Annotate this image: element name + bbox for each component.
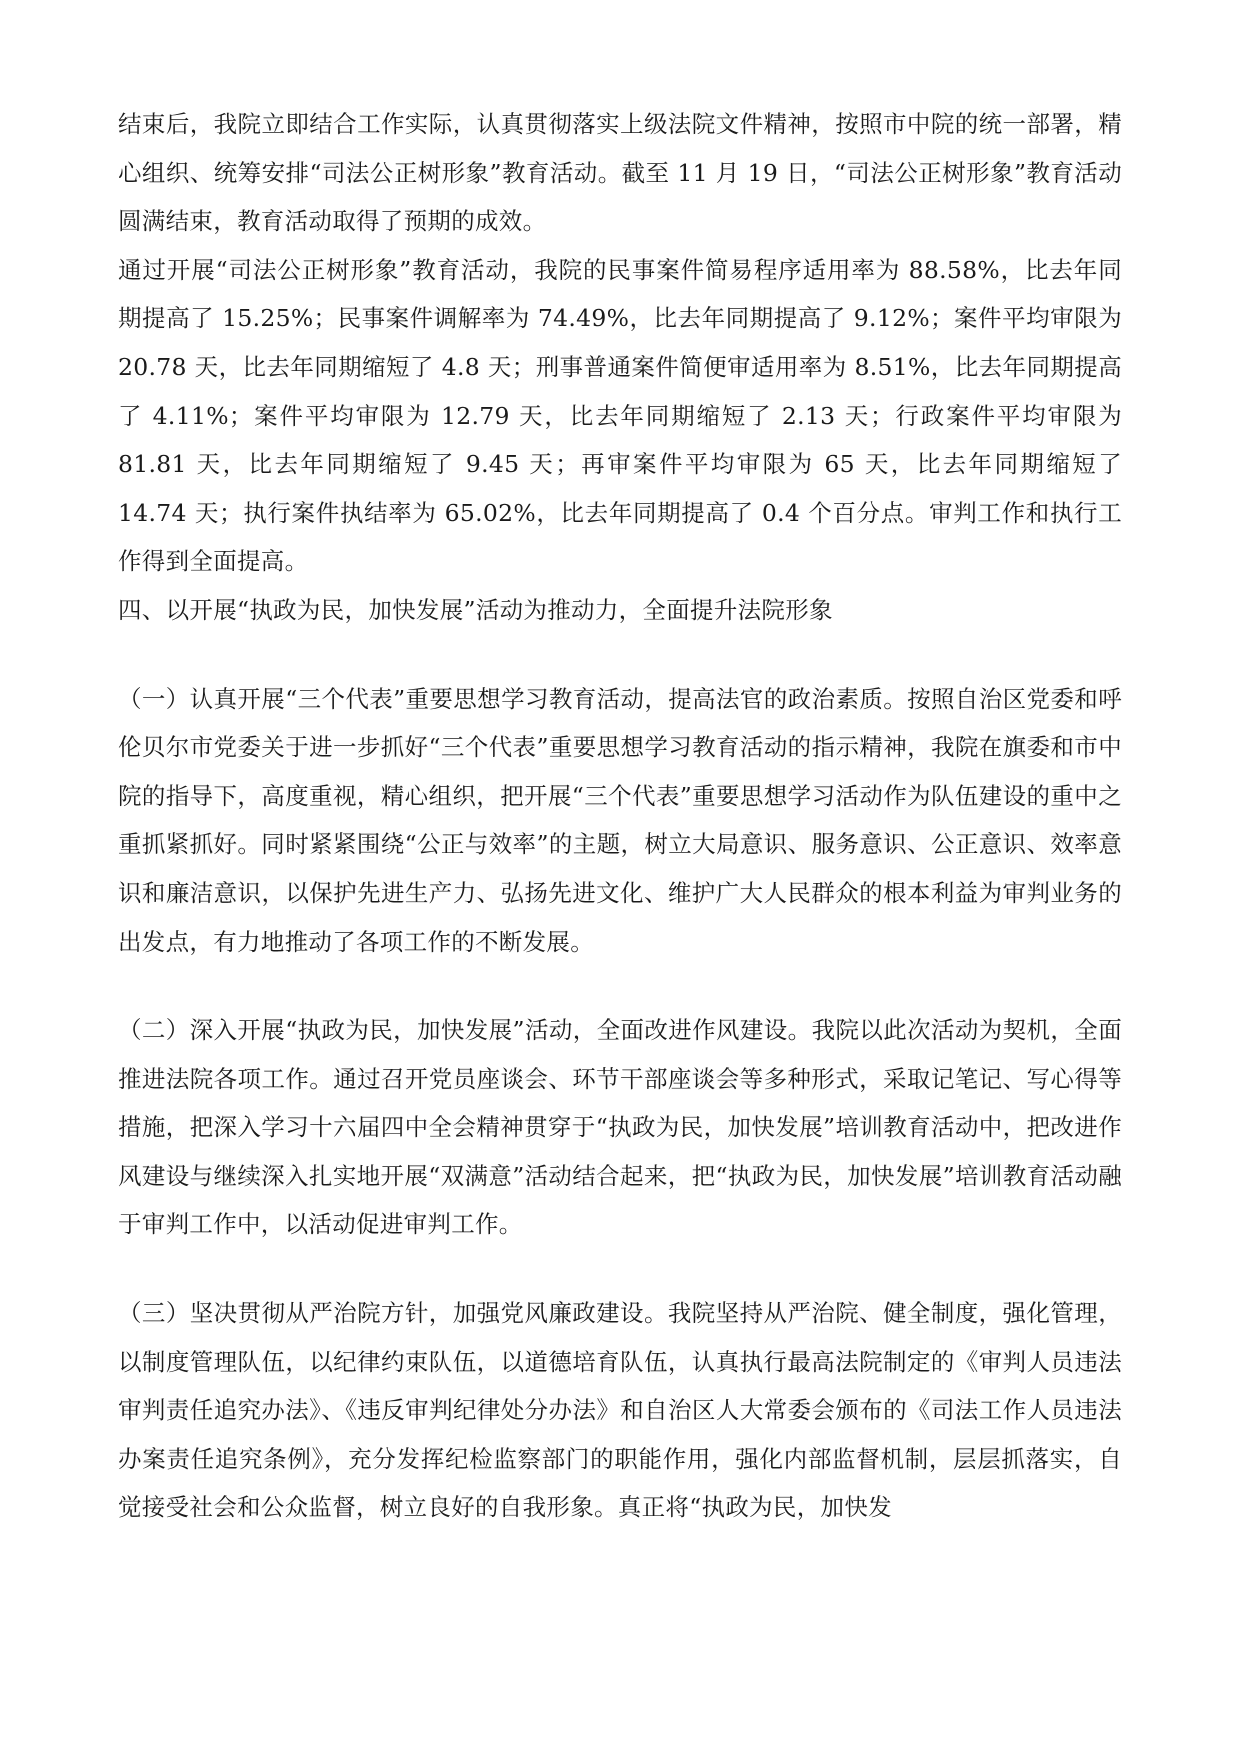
paragraph-statistics: 通过开展“司法公正树形象”教育活动，我院的民事案件简易程序适用率为 88.58%，比去年同期提高了 15.25%；民事案件调解率为 74.49%，比去年同期提高了 9.12%；案件平均审限为 20.78 天，比去年同期缩短了 4.8 天；刑事普通案件简便审适用率为 8.51%，比去年同期提高了 4.11%；案件平均审限为 12.79 天，比去年同期缩短了 2.13 天；行政案件平均审限为 81.81 天，比去年同期缩短了 9.45 天；再审案件平均审限为 65 天，比去年同期缩短了 14.74 天；执行案件执结率为 65.02%，比去年同期提高了 0.4 个百分点。审判工作和执行工作得到全面提高。 xyxy=(118,255,1122,576)
paragraph-intro: 结束后，我院立即结合工作实际，认真贯彻落实上级法院文件精神，按照市中院的统一部署，精心组织、统筹安排“司法公正树形象”教育活动。截至 11 月 19 日，“司法公正树形象”教育活动圆满结束，教育活动取得了预期的成效。 xyxy=(118,110,1122,236)
paragraph-item-one: （一）认真开展“三个代表”重要思想学习教育活动，提高法官的政治素质。按照自治区党委和呼伦贝尔市党委关于进一步抓好“三个代表”重要思想学习教育活动的指示精神，我院在旗委和市中院的指导下，高度重视，精心组织，把开展“三个代表”重要思想学习活动作为队伍建设的重中之重抓紧抓好。同时紧紧围绕“公正与效率”的主题，树立大局意识、服务意识、公正意识、效率意识和廉洁意识，以保护先进生产力、弘扬先进文化、维护广大人民群众的根本利益为审判业务的出发点，有力地推动了各项工作的不断发展。 xyxy=(118,684,1122,956)
section-heading-four: 四、以开展“执政为民，加快发展”活动为推动力，全面提升法院形象 xyxy=(118,595,833,624)
document-page xyxy=(118,100,1122,1532)
paragraph-item-three: （三）坚决贯彻从严治院方针，加强党风廉政建设。我院坚持从严治院、健全制度，强化管理，以制度管理队伍，以纪律约束队伍，以道德培育队伍，认真执行最高法院制定的《审判人员违法审判责任追究办法》、《违反审判纪律处分办法》和自治区人大常委会颁布的《司法工作人员违法办案责任追究条例》，充分发挥纪检监察部门的职能作用，强化内部监督机制，层层抓落实，自觉接受社会和公众监督，树立良好的自我形象。真正将“执政为民，加快发 xyxy=(118,1299,1122,1522)
paragraph-item-two: （二）深入开展“执政为民，加快发展”活动，全面改进作风建设。我院以此次活动为契机，全面推进法院各项工作。通过召开党员座谈会、环节干部座谈会等多种形式，采取记笔记、写心得等措施，把深入学习十六届四中全会精神贯穿于“执政为民，加快发展”培训教育活动中，把改进作风建设与继续深入扎实地开展“双满意”活动结合起来，把“执政为民，加快发展”培训教育活动融于审判工作中，以活动促进审判工作。 xyxy=(118,1016,1122,1239)
